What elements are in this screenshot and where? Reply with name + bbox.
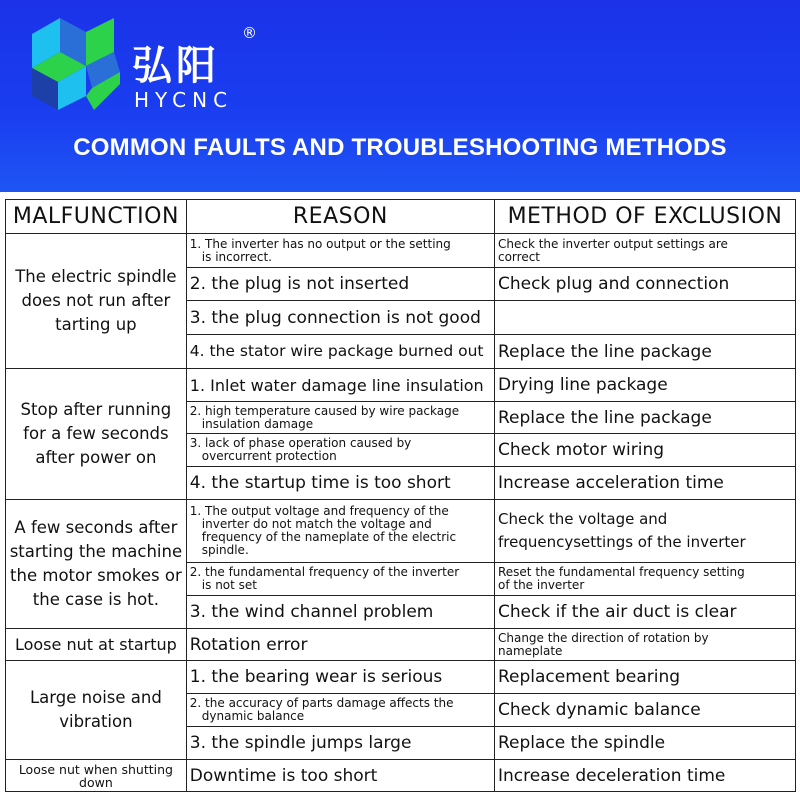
reason-cell: 3. the spindle jumps large [186, 727, 494, 760]
reason-cell [186, 234, 494, 268]
hycnc-logo-icon [28, 12, 124, 112]
method-cell: Replace the line package [494, 402, 795, 434]
reason-cell [186, 694, 494, 727]
reason-line: 2. the fundamental frequency of the inverter [189, 565, 460, 579]
method-line: Reset the fundamental frequency setting [497, 565, 745, 579]
reason-cell [186, 500, 494, 563]
table-row [6, 661, 796, 694]
method-cell: Check if the air duct is clear [494, 596, 795, 629]
reason-cell [186, 563, 494, 596]
header-reason: REASON [186, 200, 494, 234]
table-header-row [6, 200, 796, 234]
reason-cell: Downtime is too short [186, 760, 494, 792]
reason-cell: 2. the plug is not inserted [186, 268, 494, 301]
reason-cell: 4. the stator wire package burned out [186, 335, 494, 369]
table-row [6, 369, 796, 402]
brand-name-cn: 弘阳 [132, 43, 220, 89]
reason-line: frequency of the nameplate of the electric [201, 530, 457, 544]
malfunction-cell: A few seconds after starting the machine the motor smokes or the case is hot. [6, 500, 187, 629]
reason-cell: 3. the plug connection is not good [186, 301, 494, 335]
reason-line: 2. high temperature caused by wire package [189, 403, 460, 418]
method-line: Check the voltage and frequency [497, 510, 668, 551]
reason-cell [186, 402, 494, 434]
method-cell [494, 500, 795, 563]
malfunction-cell: Large noise and vibration [6, 661, 187, 760]
header-banner [0, 0, 800, 192]
reason-line: spindle. [201, 543, 249, 557]
method-cell: Increase acceleration time [494, 467, 795, 500]
method-cell [494, 234, 795, 268]
reason-line: inverter do not match the voltage and [201, 517, 432, 531]
method-cell: Check motor wiring [494, 434, 795, 467]
method-cell: Replace the line package [494, 335, 795, 369]
method-cell [494, 629, 795, 661]
reason-line: 1. The output voltage and frequency of the [189, 504, 449, 518]
method-line: of the inverter [497, 578, 585, 592]
reason-cell: 4. the startup time is too short [186, 467, 494, 500]
table-row [6, 629, 796, 661]
reason-line: dynamic balance [201, 709, 305, 723]
reason-line: 3. lack of phase operation caused by [189, 436, 412, 450]
method-line: Change the direction of rotation by [497, 630, 709, 645]
reason-cell: Rotation error [186, 629, 494, 661]
table-row [6, 760, 796, 792]
method-line: correct [497, 249, 541, 264]
reason-cell: 3. the wind channel problem [186, 596, 494, 629]
method-cell [494, 301, 795, 335]
registered-mark: ® [242, 24, 257, 42]
reason-line: overcurrent protection [201, 449, 337, 463]
brand-name-en: HYCNC [134, 88, 234, 112]
malfunction-cell: The electric spindle does not run after tarting up [6, 234, 187, 369]
reason-line: insulation damage [201, 416, 314, 431]
method-line: nameplate [497, 643, 563, 658]
malfunction-cell: Loose nut at startup [6, 629, 187, 661]
method-cell: Replacement bearing [494, 661, 795, 694]
table-row [6, 500, 796, 563]
reason-cell: 1. Inlet water damage line insulation [186, 369, 494, 402]
method-cell: Check plug and connection [494, 268, 795, 301]
method-cell: Check dynamic balance [494, 694, 795, 727]
method-line: Check the inverter output settings are [497, 236, 728, 251]
brand-logo [28, 12, 258, 112]
table-row [6, 234, 796, 268]
method-cell: Replace the spindle [494, 727, 795, 760]
malfunction-cell: Loose nut when shutting down [6, 760, 187, 792]
reason-cell [186, 434, 494, 467]
method-cell: Drying line package [494, 369, 795, 402]
method-line: settings of the inverter [573, 533, 746, 551]
method-cell [494, 563, 795, 596]
faults-table [5, 199, 796, 792]
reason-cell: 1. the bearing wear is serious [186, 661, 494, 694]
page-title: COMMON FAULTS AND TROUBLESHOOTING METHODS [73, 134, 727, 161]
reason-line: is not set [201, 578, 258, 592]
reason-line: 2. the accuracy of parts damage affects the [189, 696, 454, 710]
header-method: METHOD OF EXCLUSION [494, 200, 795, 234]
method-cell: Increase deceleration time [494, 760, 795, 792]
reason-line: is incorrect. [201, 249, 272, 264]
reason-line: 1. The inverter has no output or the setting [189, 236, 451, 251]
header-malfunction: MALFUNCTION [6, 200, 187, 234]
malfunction-cell: Stop after running for a few seconds after power on [6, 369, 187, 500]
